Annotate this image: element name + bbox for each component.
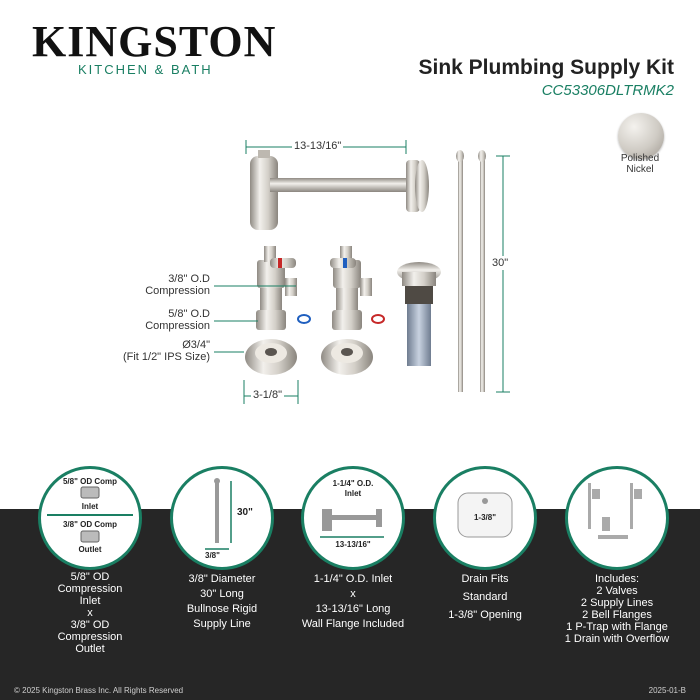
- ptrap-width-label: 13-13/16": [294, 140, 342, 152]
- drain-image: [397, 262, 441, 366]
- caption-valve: 5/8" OD Compression Inlet x 3/8" OD Compression Outlet: [57, 571, 123, 655]
- callout-flange-size: Ø3/4" (Fit 1/2" IPS Size): [122, 339, 210, 363]
- product-title: Sink Plumbing Supply Kit: [418, 56, 674, 79]
- valve-left-image: [256, 246, 297, 330]
- valve-right-image: [330, 246, 372, 330]
- feature-circle-valve: 5/8" OD Comp Inlet 3/8" OD Comp Outlet: [38, 466, 142, 570]
- supply-dimension: [496, 156, 510, 392]
- callout-3-8-compression: 3/8" O.D Compression: [145, 273, 210, 297]
- o-ring-red: [372, 315, 384, 323]
- caption-drain: Drain Fits Standard 1-3/8" Opening: [448, 573, 522, 621]
- product-sku: CC53306DLTRMK2: [541, 82, 674, 99]
- document-code: 2025-01-B: [648, 686, 686, 695]
- ptrap-image: [250, 150, 429, 230]
- brand-logo: KINGSTON: [32, 17, 277, 66]
- brand-subtitle: KITCHEN & BATH: [78, 62, 213, 77]
- feature-circle-drain: 1-3/8": [433, 466, 537, 570]
- o-ring-blue: [298, 315, 310, 323]
- supply-length-label: 30": [492, 257, 509, 269]
- flange-right-image: [321, 339, 373, 375]
- finish-label: Polished Nickel: [620, 153, 660, 175]
- supply-lines-image: [456, 150, 486, 392]
- feature-circle-includes: [565, 466, 669, 570]
- caption-ptrap: 1-1/4" O.D. Inlet x 13-13/16" Long Wall Flange Included: [301, 573, 405, 630]
- caption-includes: Includes: 2 Valves 2 Supply Lines 2 Bell Flanges 1 P-Trap with Flange 1 Drain with Overflow: [564, 573, 670, 645]
- caption-supply-line: 3/8" Diameter 30" Long Bullnose Rigid Supply Line: [186, 573, 258, 630]
- callout-5-8-compression: 5/8" O.D Compression: [145, 308, 210, 332]
- flange-width-label: 3-1/8": [253, 389, 282, 401]
- flange-left-image: [245, 339, 297, 375]
- feature-circle-supply-line: 30" 3/8": [170, 466, 274, 570]
- copyright-text: © 2025 Kingston Brass Inc. All Rights Reserved: [14, 686, 184, 695]
- feature-circle-ptrap: 1-1/4" O.D. Inlet 13-13/16": [301, 466, 405, 570]
